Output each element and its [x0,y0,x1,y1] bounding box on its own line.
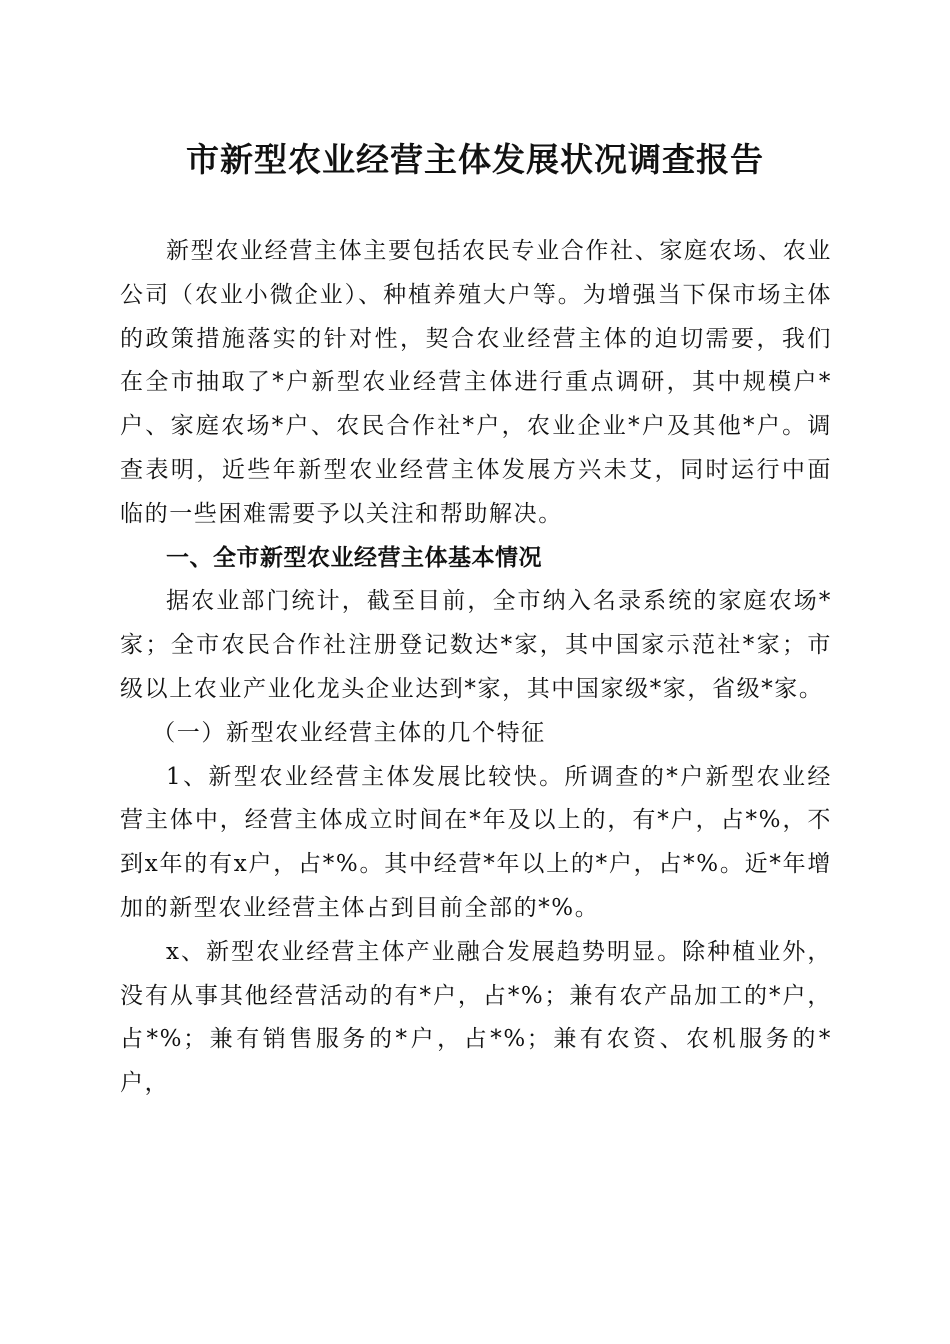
statistics-paragraph: 据农业部门统计，截至目前，全市纳入名录系统的家庭农场*家；全市农民合作社注册登记数达*家，其中国家示范社*家；市级以上农业产业化龙头企业达到*家，其中国家级*家，省级*家。 [120,588,832,702]
document-title: 市新型农业经营主体发展状况调查报告 [186,140,764,179]
subsection-heading-characteristics: （一）新型农业经营主体的几个特征 [152,719,546,746]
point-1-paragraph: 1、新型农业经营主体发展比较快。所调查的*户新型农业经营主体中，经营主体成立时间在*年及以上的，有*户，占*%，不到x年的有x户，占*%。其中经营*年以上的*户，占*%。近*年增加的新型农业经营主体占到目前全部的*%。 [120,763,832,921]
document-body [120,230,832,1106]
intro-paragraph: 新型农业经营主体主要包括农民专业合作社、家庭农场、农业公司（农业小微企业）、种植养殖大户等。为增强当下保市场主体的政策措施落实的针对性，契合农业经营主体的迫切需要，我们在全市抽取了*户新型农业经营主体进行重点调研，其中规模户*户、家庭农场*户、农民合作社*户，农业企业*户及其他*户。调查表明，近些年新型农业经营主体发展方兴未艾，同时运行中面临的一些困难需要予以关注和帮助解决。 [120,238,832,527]
section-heading-basic-situation: 一、全市新型农业经营主体基本情况 [166,544,542,571]
point-2-paragraph: x、新型农业经营主体产业融合发展趋势明显。除种植业外，没有从事其他经营活动的有*户，占*%；兼有农产品加工的*户，占*%；兼有销售服务的*户，占*%；兼有农资、农机服务的*户， [120,938,832,1097]
